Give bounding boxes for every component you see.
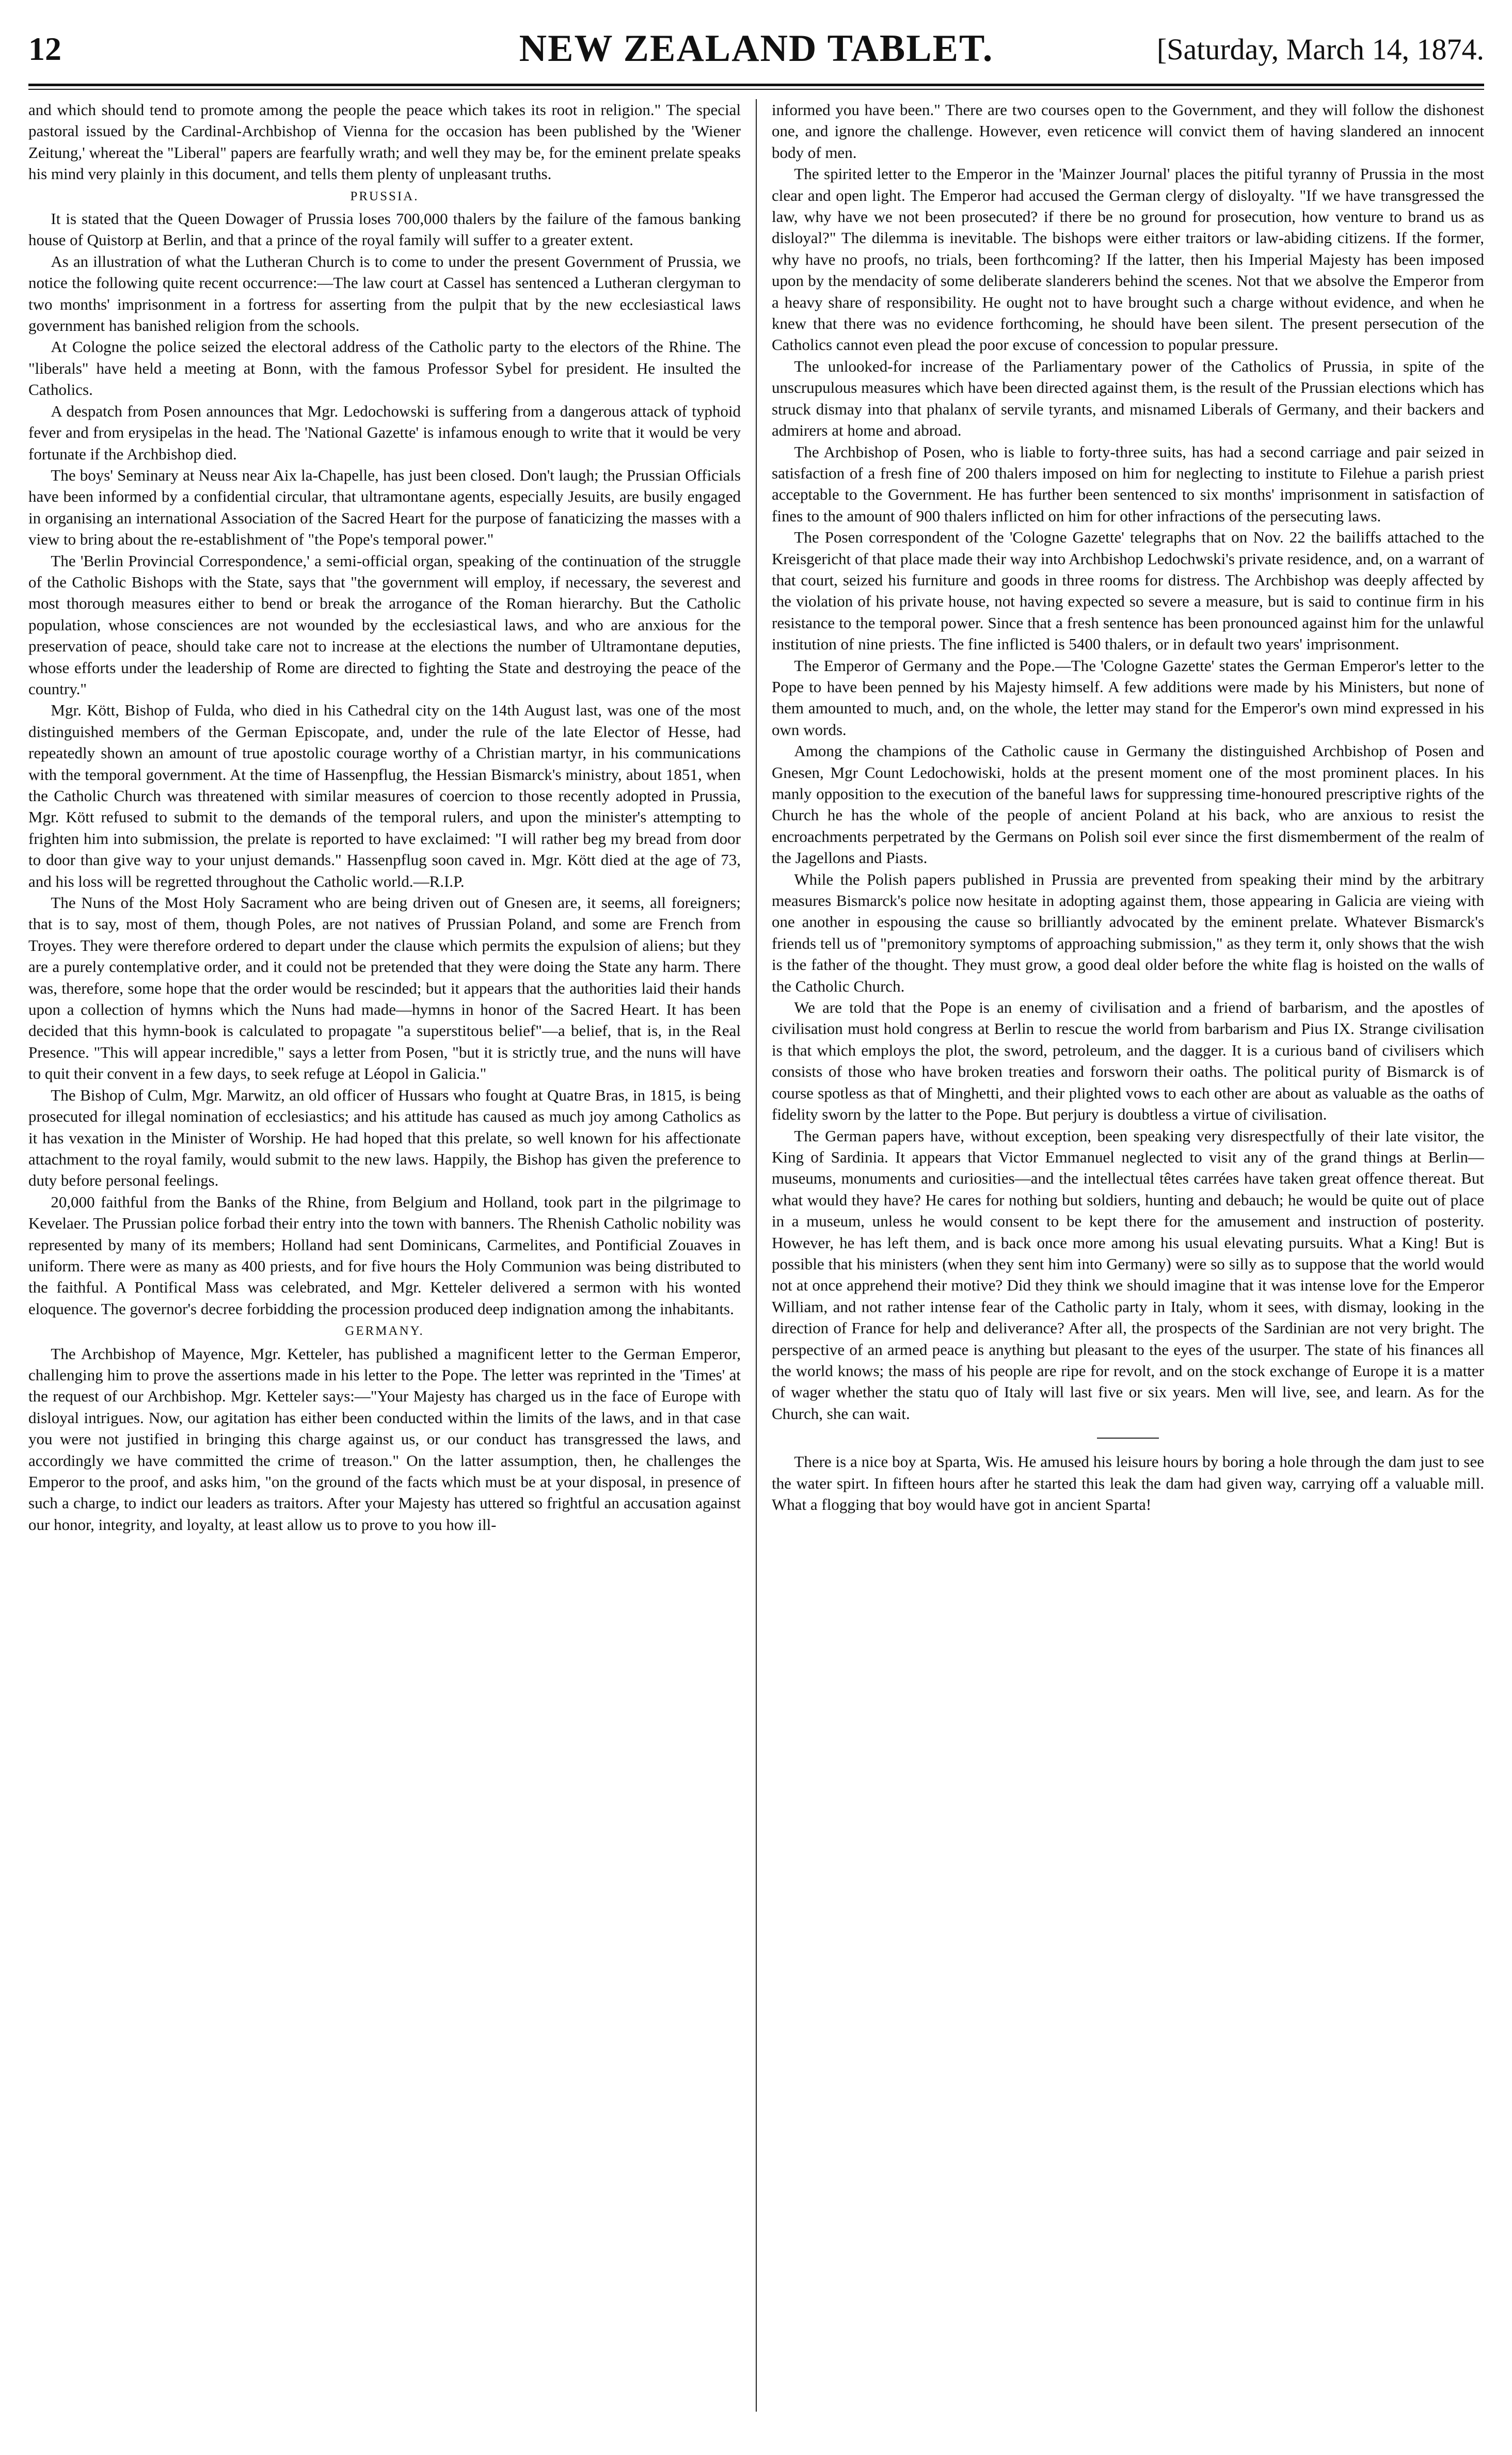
article-paragraph: informed you have been." There are two courses open to the Government, and they will follow the dishonest one, and ignore the challenge. However, even reticence will convict them of having slandered an innocent body of men. bbox=[772, 101, 1484, 162]
article-paragraph: The Posen correspondent of the 'Cologne Gazette' telegraphs that on Nov. 22 the bailiffs attached to the Kreisgericht of that place made their way into Archbishop Ledochwski's private residence, and, on a warrant of that court, seized his furniture and goods in three rooms for distress. The Archbishop was deeply affected by the violation of his private house, not having expected so severe a measure, but is said to continue firm in his resistance to the temporal power. Since that a fresh sentence has been pronounced against him for the unlawful institution of nine priests. The fine inflicted is 5400 thalers, or in default two years' imprisonment. bbox=[772, 528, 1484, 653]
article-separator bbox=[1097, 1438, 1159, 1439]
article-paragraph: The German papers have, without exception, been speaking very disrespectfully of their late visitor, the King of Sardinia. It appears that Victor Emmanuel neglected to visit any of the grand things at Berlin—museums, monuments and curiosities—and the intellectual têtes carrées have taken great offence thereat. But what would they have? He cares for nothing but soldiers, hunting and debauch; he would be quite out of place in a museum, unless he would consent to be kept there for the amusement and instruction of posterity. However, he has left them, and is back once more among his usual elevating pursuits. What a King! But is possible that his ministers (when they sent him into Germany) were so silly as to suppose that the world would not at once apprehend their motive? Did they think we should imagine that it was intense love for the Emperor William, and not rather intense fear of the Catholic party in Italy, whom it sees, with dismay, looking in the direction of France for help and deliverance? After all, the prospects of the Sardinian are not very bright. The perspective of an armed peace is anything but pleasant to the eyes of the usurper. The state of his finances all the world knows; the mass of his people are ripe for revolt, and on the stock exchange of Europe it is a matter of wager whether the statu quo of Italy will last five or six years. Men will live, see, and learn. As for the Church, she can wait. bbox=[772, 1126, 1484, 1423]
article-paragraph: There is a nice boy at Sparta, Wis. He amused his leisure hours by boring a hole through the dam just to see the water spirt. In fifteen hours after he started this leak the dam had given way, carrying off a valuable mill. What a flogging that boy would have got in ancient Sparta! bbox=[772, 1453, 1484, 1513]
newspaper-title: NEW ZEALAND TABLET. bbox=[519, 27, 994, 70]
section-heading: PRUSSIA. bbox=[350, 189, 419, 203]
article-paragraph: 20,000 faithful from the Banks of the Rhine, from Belgium and Holland, took part in the pilgrimage to Kevelaer. The Prussian police forbad their entry into the town with banners. The Rhenish Catholic nobility was represented by many of its members; Holland had sent Dominicans, Carmelites, and Pontificial Zouaves in uniform. There were as many as 400 priests, and for five hours the Holy Communion was being distributed to the faithful. A Pontifical Mass was celebrated, and Mgr. Ketteler delivered a sermon with his wonted eloquence. The governor's decree forbidding the procession produced deep indignation among the inhabitants. bbox=[28, 1192, 741, 1318]
article-paragraph: The spirited letter to the Emperor in the 'Mainzer Journal' places the pitiful tyranny of Prussia in the most clear and open light. The Emperor had accused the German clergy of disloyalty. "If we have transgressed the law, why have we not been prosecuted? if there be no ground for prosecution, how venture to brand us as disloyal?" The dilemma is inevitable. The bishops were either traitors or law-abiding citizens. If the former, why have no proofs, no trials, been forthcoming? If the latter, then his Imperial Majesty has been imposed upon by the mendacity of some deliberate slanderers behind the scenes. Not that we absolve the Emperor from a heavy share of responsibility. He ought not to have brought such a charge without evidence, and when he knew that there was no evidence forthcoming, he should have been silent. The present persecution of the Catholics cannot even plead the poor excuse of concession to popular pressure. bbox=[772, 165, 1484, 354]
article-paragraph: The Archbishop of Mayence, Mgr. Ketteler, has published a magnificent letter to the German Emperor, challenging him to prove the assertions made in his letter to the Pope. The letter was reprinted in the 'Times' at the request of our Archbishop. Mgr. Ketteler says:—"Your Majesty has charged us in the face of Europe with disloyal intrigues. Now, our agitation has either been conducted within the limits of the laws, and in that case you were not justified in bringing this charge against us, or our conduct has transgressed the laws, and accordingly we have committed the crime of treason." On the latter assumption, then, he challenges the Emperor to the proof, and asks him, "on the ground of the facts which must be at your disposal, in presence of such a charge, to indict our leaders as traitors. After your Majesty has uttered so frightful an accusation against our honor, integrity, and loyalty, at least allow us to prove to you how ill- bbox=[28, 1344, 741, 1534]
article-paragraph: As an illustration of what the Lutheran Church is to come to under the present Government of Prussia, we notice the following quite recent occurrence:—The law court at Cassel has sentenced a Lutheran clergyman to two months' imprisonment in a fortress for asserting from the pulpit that by the new ecclesiastical laws government has banished religion from the schools. bbox=[28, 252, 741, 335]
article-paragraph: It is stated that the Queen Dowager of Prussia loses 700,000 thalers by the failure of the famous banking house of Quistorp at Berlin, and that a prince of the royal family will suffer to a greater extent. bbox=[28, 210, 741, 249]
article-paragraph: and which should tend to promote among the people the peace which takes its root in religion." The special pastoral issued by the Cardinal-Archbishop of Vienna for the occasion has been published by the 'Wiener Zeitung,' whereat the "Liberal" papers are fearfully wrath; and well they may be, for the eminent prelate speaks his mind very plainly in this document, and tells them plenty of unpleasant truths. bbox=[28, 101, 741, 183]
article-paragraph: The Emperor of Germany and the Pope.—The 'Cologne Gazette' states the German Emperor's letter to the Pope to have been penned by his Majesty himself. A few additions were made by his Ministers, but none of them amounted to much, and, on the whole, the letter may stand for the Emperor's own mind expressed in his own words. bbox=[772, 656, 1484, 739]
newspaper-page bbox=[28, 21, 1484, 2436]
article-paragraph: The 'Berlin Provincial Correspondence,' a semi-official organ, speaking of the continuation of the struggle of the Catholic Bishops with the State, says that "the government will employ, if necessary, the severest and most thorough measures either to bend or break the arrogance of the Roman hierarchy. But the Catholic population, whose consciences are not wounded by the ecclesiastical laws, and who are anxious for the preservation of peace, should take care not to increase at the elections the number of Ultramontane deputies, whose efforts under the leadership of Rome are directed to fighting the State and destroying the peace of the country." bbox=[28, 551, 741, 698]
article-paragraph: The unlooked-for increase of the Parliamentary power of the Catholics of Prussia, in spite of the unscrupulous measures which have been directed against them, is the result of the Prussian elections which has struck dismay into that phalanx of servile tyrants, and misnamed Liberals of Germany, and their backers and admirers at home and abroad. bbox=[772, 357, 1484, 440]
article-paragraph: Mgr. Kött, Bishop of Fulda, who died in his Cathedral city on the 14th August last, was one of the most distinguished members of the German Episcopate, and, under the rule of the late Elector of Hesse, had repeatedly shown an amount of true apostolic courage worthy of a Christian martyr, in his communications with the temporal government. At the time of Hassenpflug, the Hessian Bismarck's ministry, about 1851, when the Catholic Church was threatened with similar measures of coercion to those recently adopted in Prussia, Mgr. Kött refused to submit to the demands of the temporal rulers, and upon the minister's attempting to frighten him into submission, the prelate is reported to have exclaimed: "I will rather beg my bread from door to door than give way to your unjust demands." Hassenpflug soon caved in. Mgr. Kött died at the age of 73, and his loss will be regretted throughout the Catholic world.—R.I.P. bbox=[28, 701, 741, 890]
left-column bbox=[28, 99, 741, 2427]
article-paragraph: At Cologne the police seized the electoral address of the Catholic party to the electors of the Rhine. The "liberals" have held a meeting at Bonn, with the famous Professor Sybel for president. He insulted the Catholics. bbox=[28, 338, 741, 399]
masthead-rule-thin bbox=[28, 89, 1484, 90]
article-paragraph: The Nuns of the Most Holy Sacrament who are being driven out of Gnesen are, it seems, all foreigners; that is to say, most of them, though Poles, are not natives of Prussian Poland, and some are French from Troyes. They were therefore ordered to depart under the clause which permits the expulsion of aliens; but they are a purely contemplative order, and it could not be pretended that they were doing the State any harm. There was, therefore, some hope that the order would be rescinded; but it appears that the authorities laid their hands upon a collection of hymns which the Nuns had made—hymns in honor of the Sacred Heart. It has been decided that this hymn-book is calculated to propagate "a superstitous belief"—a belief, that is, in the Real Presence. "This will appear incredible," says a letter from Posen, "but it is strictly true, and the nuns will have to quit their convent in a few days, to seek refuge at Léopol in Galicia." bbox=[28, 894, 741, 1083]
article-paragraph: The Archbishop of Posen, who is liable to forty-three suits, has had a second carriage and pair seized in satisfaction of a fresh fine of 200 thalers imposed on him for neglecting to institute to Filehue a parish priest acceptable to the Government. He has further been sentenced to six months' imprisonment in satisfaction of fines to the amount of 900 thalers inflicted on him for other infractions of the persecuting laws. bbox=[772, 442, 1484, 525]
right-column bbox=[772, 99, 1484, 2427]
article-paragraph: While the Polish papers published in Prussia are prevented from speaking their mind by the arbitrary measures Bismarck's police now hesitate in adopting against them, those appearing in Galicia are vieing with one another in espousing the cause so brilliantly advocated by the eminent prelate. Whatever Bismarck's friends tell us of "premonitory symptoms of approaching submission," as they term it, only shows that the wish is the father of the thought. They must grow, a good deal older before the white flag is hoisted on the walls of the Catholic Church. bbox=[772, 870, 1484, 995]
article-paragraph: The boys' Seminary at Neuss near Aix la-Chapelle, has just been closed. Don't laugh; the Prussian Officials have been informed by a confidential circular, that ultramontane agents, especially Jesuits, are busily engaged in organising an international Association of the Sacred Heart for the purpose of fanaticizing the masses with a view to bring about the re-establishment of "the Pope's temporal power." bbox=[28, 466, 741, 549]
masthead-rule bbox=[28, 84, 1484, 86]
issue-date: [Saturday, March 14, 1874. bbox=[1156, 33, 1484, 66]
article-paragraph: Among the champions of the Catholic cause in Germany the distinguished Archbishop of Posen and Gnesen, Mgr Count Ledochowiski, holds at the present moment one of the most prominent places. In his manly opposition to the execution of the baneful laws for suppressing time-honoured prescriptive rights of the Church he has the whole of the people of ancient Poland at his back, who are anxious to resist the encroachments perpetrated by the Germans on Polish soil ever since the first dismemberment of the realm of the Jagellons and Piasts. bbox=[772, 742, 1484, 867]
article-paragraph: A despatch from Posen announces that Mgr. Ledochowski is suffering from a dangerous attack of typhoid fever and from erysipelas in the head. The 'National Gazette' is infamous enough to write that it would be very fortunate if the Archbishop died. bbox=[28, 402, 741, 463]
column-divider bbox=[756, 99, 757, 2412]
article-paragraph: We are told that the Pope is an enemy of civilisation and a friend of barbarism, and the apostles of civilisation must hold congress at Berlin to rescue the world from barbarism and Pius IX. Strange civilisation is that which employs the plot, the sword, petroleum, and the dagger. It is a curious band of civilisers which consists of those who have broken treaties and forsworn their oaths. The political purity of Bismarck is of course spotless as that of Minghetti, and their plighted vows to each other are about as valuable as the oaths of fidelity sworn by the latter to the Pope. But perjury is doubtless a virtue of civilisation. bbox=[772, 998, 1484, 1124]
section-heading: GERMANY. bbox=[345, 1324, 424, 1338]
masthead bbox=[28, 21, 1484, 83]
article-paragraph: The Bishop of Culm, Mgr. Marwitz, an old officer of Hussars who fought at Quatre Bras, in 1815, is being prosecuted for illegal nomination of ecclesiastics; and his attitude has caused as much joy among Catholics as it has vexation in the Minister of Worship. He had hoped that this prelate, so well known for his affectionate attachment to the royal family, would submit to the new laws. Happily, the Bishop has given the preference to duty before personal feelings. bbox=[28, 1086, 741, 1190]
page-number: 12 bbox=[28, 30, 61, 67]
